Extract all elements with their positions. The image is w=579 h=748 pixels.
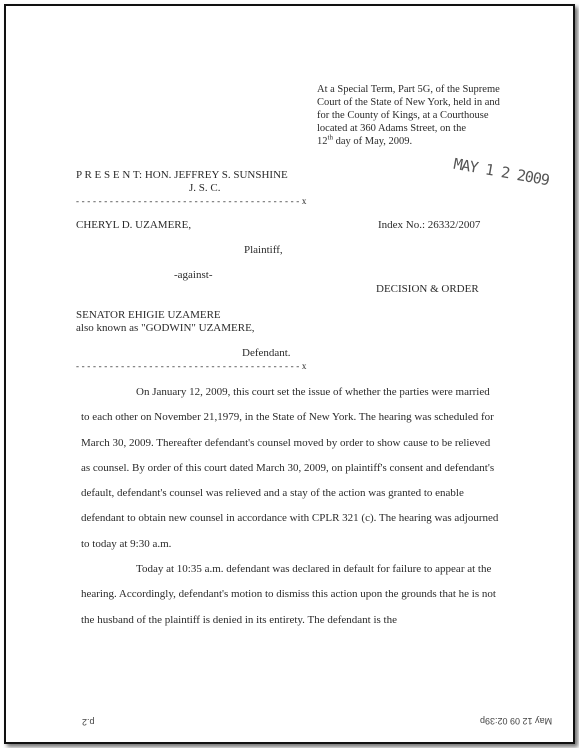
plaintiff-label: Plaintiff, [244, 244, 283, 256]
paragraph-2: Today at 10:35 a.m. defendant was declared in default for failure to appear at the hearing. Accordingly, defendant's motion to dismiss this action upon the grounds that he is not the husband of the plaintiff is denied in its entirety. The defendant is the [81, 563, 496, 626]
paragraph-1: On January 12, 2009, this court set the issue of whether the parties were married to each other on November 21,1979, in the State of New York. The hearing was scheduled for March 30, 2009. Thereafter defendant's counsel moved by order to show cause to be relieved as counsel. By order of this court dated March 30, 2009, on plaintiff's consent and defendant's default, defendant's counsel was relieved and a stay of the action was granted to enable defendant to obtain new counsel in accordance with CPLR 321 (c). The hearing was adjourned to today at 9:30 a.m. [81, 386, 499, 550]
court-header-line-4: located at 360 Adams Street, on the [317, 123, 467, 134]
court-header-line-5 [317, 135, 527, 148]
fax-timestamp: May 12 09 02:39p [480, 716, 553, 726]
court-header-line-1: At a Special Term, Part 5G, of the Supreme [317, 84, 500, 95]
court-header-line-3: for the County of Kings, at a Courthouse [317, 110, 489, 121]
decision-body [81, 380, 501, 633]
decision-order-title: DECISION & ORDER [376, 283, 479, 295]
court-header-line-2: Court of the State of New York, held in and [317, 97, 500, 108]
defendant-alias: also known as "GODWIN" UZAMERE, [76, 322, 255, 334]
document-page [4, 4, 575, 744]
caption-separator-top: - - - - - - - - - - - - - - - - - - - - - - - - - - - - - - - - - - - - - - - - x [76, 196, 307, 206]
defendant-label: Defendant. [242, 347, 291, 359]
page-number: p.2 [82, 717, 95, 727]
date-stamp: MAY 1 2 2009 [452, 154, 551, 190]
plaintiff-name: CHERYL D. UZAMERE, [76, 219, 192, 231]
present-line: P R E S E N T: HON. JEFFREY S. SUNSHINE [76, 169, 288, 181]
court-header [317, 83, 527, 148]
judge-title: J. S. C. [189, 182, 221, 194]
court-date-day: 12 [317, 136, 328, 147]
against-label: -against- [174, 269, 213, 281]
court-date-suffix: th [327, 133, 333, 142]
court-date-rest: day of May, 2009. [332, 136, 413, 147]
index-number: Index No.: 26332/2007 [378, 219, 481, 231]
defendant-name: SENATOR EHIGIE UZAMERE [76, 309, 221, 321]
caption-separator-bottom: - - - - - - - - - - - - - - - - - - - - - - - - - - - - - - - - - - - - - - - - x [76, 361, 307, 371]
